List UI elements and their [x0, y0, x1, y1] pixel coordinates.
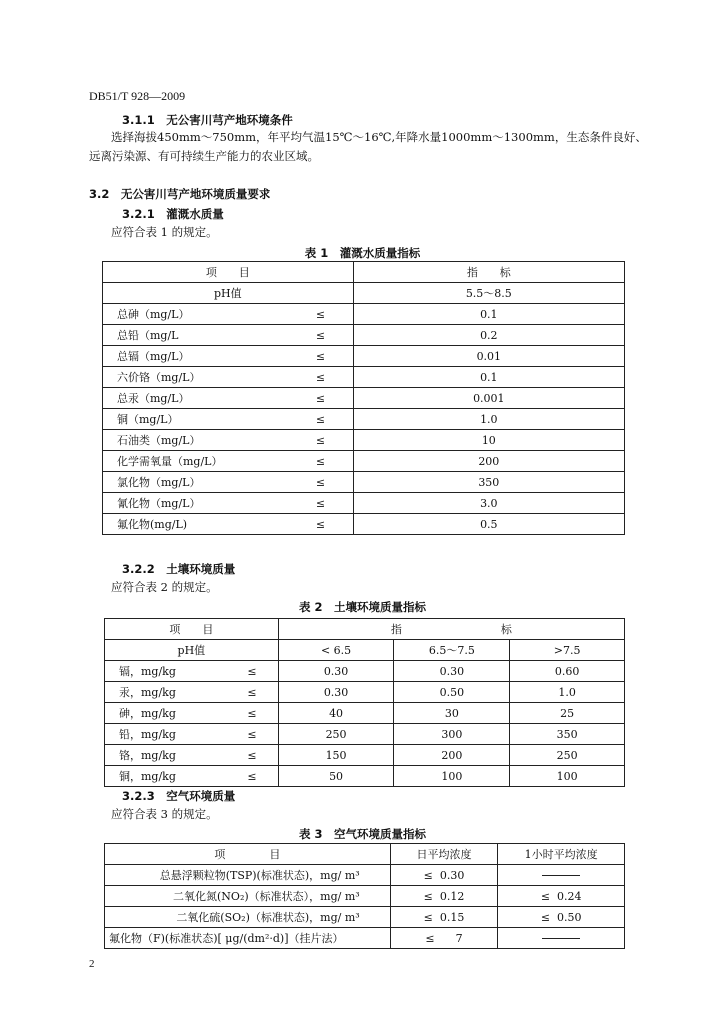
table1-value: 3.0 — [353, 493, 624, 514]
table2-value: 100 — [510, 766, 625, 787]
table2-op: ≤ — [226, 703, 278, 724]
table1-item: 氰化物（mg/L） — [103, 493, 289, 514]
table2-value: 100 — [394, 766, 510, 787]
table1-row — [103, 451, 625, 472]
table2-item: 铅，mg/kg — [105, 724, 227, 745]
section-3-2-3-title: 3.2.3 空气环境质量 — [122, 789, 236, 803]
table3-row — [105, 886, 625, 907]
table2-item: 砷，mg/kg — [105, 703, 227, 724]
table1-value: 0.001 — [353, 388, 624, 409]
section-3-2-1-body: 应符合表 1 的规定。 — [111, 225, 218, 239]
table3-header-row — [105, 844, 625, 865]
table1-row — [103, 514, 625, 535]
table1-item: 化学需氧量（mg/L） — [103, 451, 289, 472]
table2-item: 铬，mg/kg — [105, 745, 227, 766]
table2-value: 0.30 — [278, 661, 394, 682]
section-3-1-1-body-line1: 选择海拔450mm～750mm，年平均气温15℃～16℃,年降水量1000mm～1300mm，生态条件良好、 — [111, 130, 647, 144]
table3-caption: 表 3 空气环境质量指标 — [298, 827, 426, 841]
table2-value: 1.0 — [510, 682, 625, 703]
table2-value: 0.60 — [510, 661, 625, 682]
table2-item: 汞，mg/kg — [105, 682, 227, 703]
table2-item: 镉，mg/kg — [105, 661, 227, 682]
table1-row — [103, 367, 625, 388]
table2-head-index: 指 标 — [278, 619, 624, 640]
table1-caption: 表 1 灌溉水质量指标 — [304, 246, 421, 260]
table1-op: ≤ — [288, 388, 353, 409]
table1-head-item: 项 目 — [103, 262, 354, 283]
table3-head-hour: 1小时平均浓度 — [498, 844, 625, 865]
empty-dash — [542, 938, 580, 939]
table1-op: ≤ — [288, 325, 353, 346]
table1-ph-label: pH值 — [103, 283, 354, 304]
table1-value: 0.1 — [353, 304, 624, 325]
table1-head-index: 指 标 — [353, 262, 624, 283]
table3-item: 二氧化氮(NO₂)（标准状态），mg/ m³ — [105, 886, 391, 907]
table2-ph-col: < 6.5 — [278, 640, 394, 661]
table2-row — [105, 682, 625, 703]
table1-value: 0.2 — [353, 325, 624, 346]
table2-value: 0.30 — [394, 661, 510, 682]
table2-value: 0.30 — [278, 682, 394, 703]
table2-ph-row — [105, 640, 625, 661]
page-number: 2 — [89, 958, 95, 970]
table3-day: ≤ 0.30 — [390, 865, 498, 886]
table1-op: ≤ — [288, 451, 353, 472]
table1 — [102, 261, 625, 535]
table1-row — [103, 430, 625, 451]
table2-row — [105, 661, 625, 682]
table1-op: ≤ — [288, 409, 353, 430]
table3-item: 二氧化硫(SO₂)（标准状态)，mg/ m³ — [105, 907, 391, 928]
table2-ph-col: 6.5～7.5 — [394, 640, 510, 661]
table2-row — [105, 766, 625, 787]
table2-op: ≤ — [226, 682, 278, 703]
section-3-2-1-title: 3.2.1 灌溉水质量 — [122, 207, 224, 221]
table1-item: 石油类（mg/L） — [103, 430, 289, 451]
table1-op: ≤ — [288, 493, 353, 514]
table2-value: 350 — [510, 724, 625, 745]
table2-value: 150 — [278, 745, 394, 766]
table3-item: 氟化物（F)(标准状态)[ μg/(dm²·d)]（挂片法） — [105, 928, 391, 949]
table3 — [104, 843, 625, 949]
table1-value: 350 — [353, 472, 624, 493]
table1-row — [103, 493, 625, 514]
table2-value: 0.50 — [394, 682, 510, 703]
table1-row — [103, 346, 625, 367]
table1-value: 1.0 — [353, 409, 624, 430]
table2-op: ≤ — [226, 724, 278, 745]
table2 — [104, 618, 625, 787]
table1-row — [103, 325, 625, 346]
table3-row — [105, 907, 625, 928]
table1-value: 200 — [353, 451, 624, 472]
table1-item: 总镉（mg/L） — [103, 346, 289, 367]
table2-op: ≤ — [226, 766, 278, 787]
table1-op: ≤ — [288, 472, 353, 493]
table3-head-item: 项 目 — [105, 844, 391, 865]
table3-day: ≤ 0.12 — [390, 886, 498, 907]
table2-row — [105, 724, 625, 745]
table3-hour — [498, 928, 625, 949]
table2-item: 铜，mg/kg — [105, 766, 227, 787]
table1-row — [103, 388, 625, 409]
table1-value: 0.5 — [353, 514, 624, 535]
table3-hour — [498, 865, 625, 886]
table2-value: 30 — [394, 703, 510, 724]
table1-item: 氟化物(mg/L) — [103, 514, 289, 535]
table1-item: 氯化物（mg/L） — [103, 472, 289, 493]
empty-dash — [542, 875, 580, 876]
table1-header-row — [103, 262, 625, 283]
section-3-1-1-body-line2: 远离污染源、有可持续生产能力的农业区域。 — [89, 149, 319, 163]
table1-op: ≤ — [288, 514, 353, 535]
table2-row — [105, 745, 625, 766]
table3-day: ≤ 7 — [390, 928, 498, 949]
table2-op: ≤ — [226, 745, 278, 766]
table2-ph-col: >7.5 — [510, 640, 625, 661]
table1-row — [103, 472, 625, 493]
table1-ph-value: 5.5～8.5 — [353, 283, 624, 304]
table2-value: 250 — [278, 724, 394, 745]
section-3-2-title: 3.2 无公害川芎产地环境质量要求 — [89, 187, 271, 201]
table2-value: 250 — [510, 745, 625, 766]
table1-row — [103, 409, 625, 430]
section-3-1-1-title: 3.1.1 无公害川芎产地环境条件 — [122, 113, 293, 127]
table1-value: 0.01 — [353, 346, 624, 367]
table2-header-row — [105, 619, 625, 640]
table1-item: 总汞（mg/L） — [103, 388, 289, 409]
table2-head-item: 项 目 — [105, 619, 279, 640]
document-header: DB51/T 928—2009 — [89, 89, 186, 103]
table3-item: 总悬浮颗粒物(TSP)(标准状态)，mg/ m³ — [105, 865, 391, 886]
table2-ph-label: pH值 — [105, 640, 279, 661]
table2-value: 25 — [510, 703, 625, 724]
table1-item: 六价铬（mg/L） — [103, 367, 289, 388]
table1-op: ≤ — [288, 430, 353, 451]
table1-item: 铜（mg/L） — [103, 409, 289, 430]
table2-value: 40 — [278, 703, 394, 724]
table1-op: ≤ — [288, 367, 353, 388]
table1-ph-row — [103, 283, 625, 304]
table2-row — [105, 703, 625, 724]
table1-value: 0.1 — [353, 367, 624, 388]
table3-head-day: 日平均浓度 — [390, 844, 498, 865]
table3-row — [105, 865, 625, 886]
table3-row — [105, 928, 625, 949]
table1-item: 总铅（mg/L — [103, 325, 289, 346]
table3-hour: ≤ 0.24 — [498, 886, 625, 907]
section-3-2-2-body: 应符合表 2 的规定。 — [111, 580, 218, 594]
table3-hour: ≤ 0.50 — [498, 907, 625, 928]
table2-op: ≤ — [226, 661, 278, 682]
section-3-2-2-title: 3.2.2 土壤环境质量 — [122, 562, 236, 576]
table2-value: 200 — [394, 745, 510, 766]
table2-caption: 表 2 土壤环境质量指标 — [298, 600, 426, 614]
section-3-2-3-body: 应符合表 3 的规定。 — [111, 807, 218, 821]
table1-op: ≤ — [288, 304, 353, 325]
table1-op: ≤ — [288, 346, 353, 367]
table1-row — [103, 304, 625, 325]
table3-day: ≤ 0.15 — [390, 907, 498, 928]
table2-value: 300 — [394, 724, 510, 745]
table2-value: 50 — [278, 766, 394, 787]
table1-item: 总砷（mg/L） — [103, 304, 289, 325]
table1-value: 10 — [353, 430, 624, 451]
